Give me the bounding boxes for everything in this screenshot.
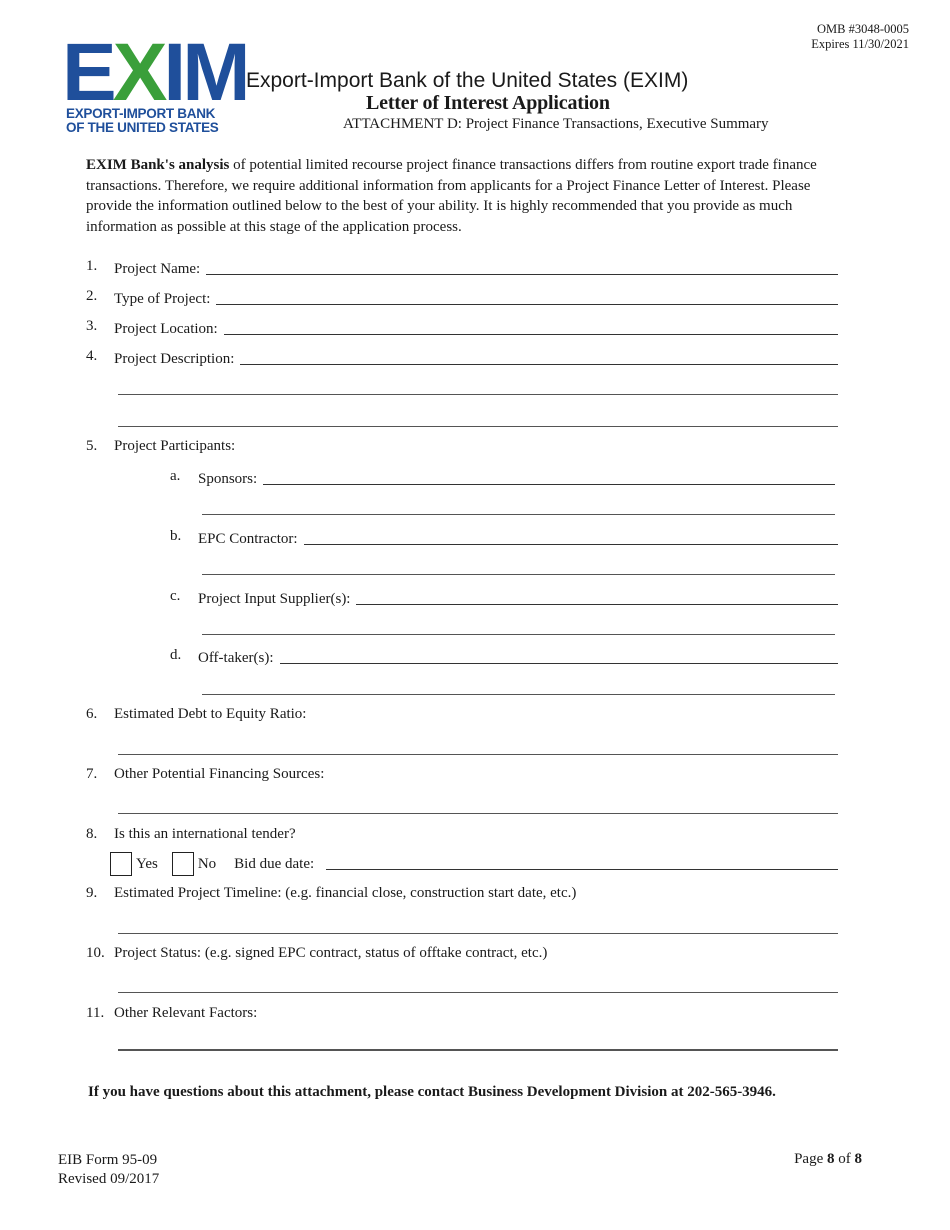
omb-number [811,22,909,52]
debt-equity-label: Estimated Debt to Equity Ratio: [114,706,307,722]
exim-logo-caption: EXPORT-IMPORT BANK OF THE UNITED STATES [66,106,219,135]
tender-question: Is this an international tender? [114,826,296,842]
attachment-title: ATTACHMENT D: Project Finance Transactions, Executive Summary [343,116,769,132]
other-factors-line[interactable] [118,1049,838,1051]
sponsors-field[interactable]: Sponsors: [198,468,835,488]
other-factors-label: Other Relevant Factors: [114,1005,258,1021]
status-line[interactable] [118,992,838,993]
yes-label: Yes [136,855,158,872]
yes-checkbox[interactable] [110,852,132,876]
page-subtitle: Letter of Interest Application [366,92,610,114]
bid-due-date-field[interactable] [326,869,838,870]
item-number: 1. [86,258,98,274]
page-number: Page 8 of 8 [794,1151,862,1167]
sub-item-letter: a. [170,468,181,484]
no-checkbox[interactable] [172,852,194,876]
item-number: 3. [86,318,98,334]
epc-line[interactable] [202,574,835,575]
item-number: 4. [86,348,98,364]
item-number: 10. [86,945,105,961]
description-line[interactable] [118,394,838,395]
exim-logo: EXIM [62,27,247,118]
item-number: 7. [86,766,98,782]
project-type-field[interactable]: Type of Project: [114,288,838,308]
bid-due-date-label: Bid due date: [234,855,315,872]
sub-item-letter: d. [170,647,182,663]
timeline-label: Estimated Project Timeline: (e.g. financial close, construction start date, etc.) [114,885,577,901]
intro-paragraph: EXIM Bank's analysis of potential limited recourse project finance transactions differs from routine export trade finance transactions. Therefore, we require additional information from applicants for a Project Finance Letter of Interest. Please provide the information outlined below to the best of your ability. It is highly recommended that you provide as much information as possible at this stage of the application process. [86,157,817,235]
item-number: 5. [86,438,98,454]
form-identifier: EIB Form 95-09 Revised 09/2017 [58,1152,160,1187]
item-number: 2. [86,288,98,304]
description-line[interactable] [118,426,838,427]
project-location-field[interactable]: Project Location: [114,318,838,338]
omb-id: OMB #3048-0005 [816,22,909,36]
item-number: 6. [86,706,98,722]
contact-note: If you have questions about this attachment, please contact Business Development Division at 202-565-3946. [88,1084,776,1100]
supplier-line[interactable] [202,634,835,635]
sub-item-letter: b. [170,528,182,544]
input-supplier-field[interactable]: Project Input Supplier(s): [198,588,838,608]
participants-label: Project Participants: [114,438,236,454]
financing-line[interactable] [118,813,838,814]
item-number: 8. [86,826,98,842]
timeline-line[interactable] [118,933,838,934]
epc-contractor-field[interactable]: EPC Contractor: [198,528,838,548]
omb-expiry: Expires 11/30/2021 [811,37,909,51]
project-status-label: Project Status: (e.g. signed EPC contract, status of offtake contract, etc.) [114,945,548,961]
item-number: 11. [86,1005,105,1021]
project-name-field[interactable]: Project Name: [114,258,838,278]
sponsors-line[interactable] [202,514,835,515]
off-taker-line[interactable] [202,694,835,695]
debt-equity-line[interactable] [118,754,838,755]
sub-item-letter: c. [170,588,181,604]
project-description-field[interactable]: Project Description: [114,348,838,368]
no-label: No [197,855,217,872]
item-number: 9. [86,885,98,901]
page-title: Export-Import Bank of the United States (EXIM) [246,69,689,92]
financing-sources-label: Other Potential Financing Sources: [114,766,325,782]
off-taker-field[interactable]: Off-taker(s): [198,647,838,667]
